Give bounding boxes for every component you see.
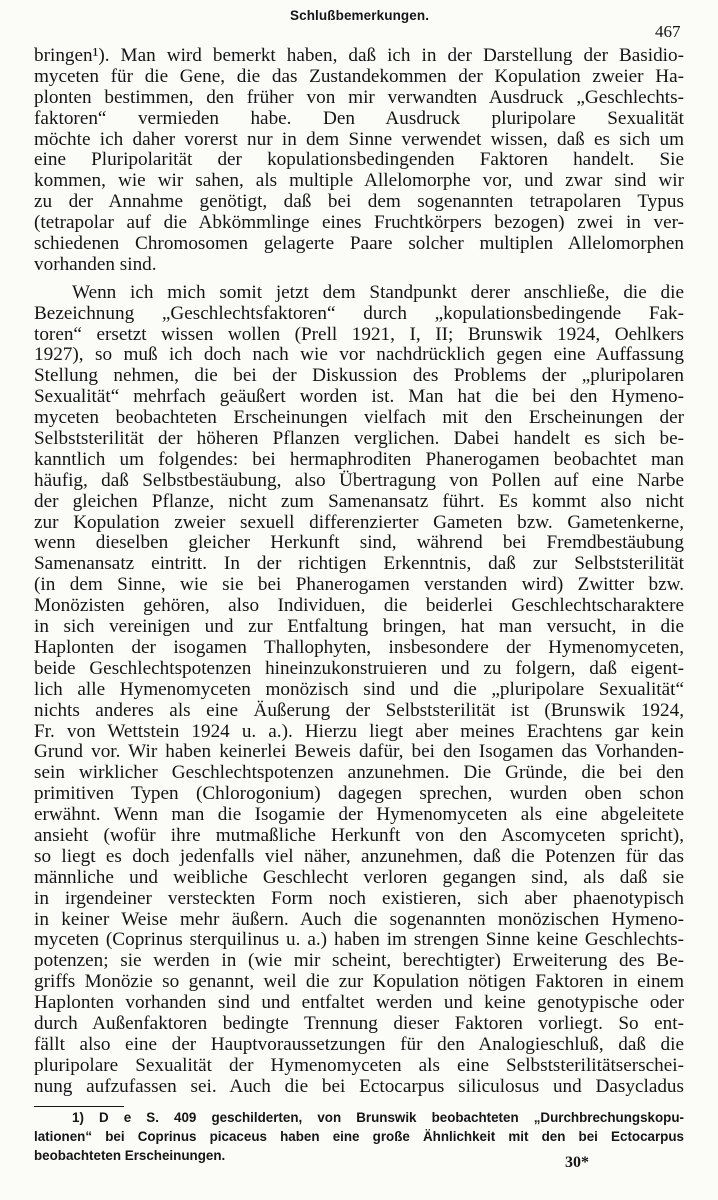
body-line: primitiven Typen (Chlorogonium) dagegen sprechen, wurden oben schon (34, 783, 684, 805)
body-line: Stellung nehmen, die bei der Diskussion des Problems der „pluripolaren (34, 365, 684, 387)
footnote-rule (34, 1106, 124, 1107)
body-line: zu der Annahme genötigt, daß bei dem sogenannten tetrapolaren Typus (34, 191, 684, 213)
body-line: bringen¹). Man wird bemerkt haben, daß ich in der Darstellung der Basidio- (34, 45, 684, 66)
running-head: Schlußbemerkungen. (290, 8, 430, 23)
body-line: (tetrapolar auf die Abkömmlinge eines Fruchtkörpers bezogen) zwei in ver- (34, 212, 684, 234)
body-line: Samenansatz eintritt. In der richtigen Erkenntnis, daß zur Selbststerilität (34, 553, 684, 575)
body-line: ansieht (wofür ihre mutmaßliche Herkunft von den Ascomyceten spricht), (34, 824, 684, 846)
body-line: potenzen; sie werden in (wie mir scheint, berechtigter) Erweiterung des Be- (34, 950, 684, 972)
body-line: Haplonten vorhanden sind und entfaltet werden und keine genotypische oder (34, 992, 684, 1014)
body-line: vorhanden sind. (34, 253, 157, 275)
body-line: Fr. von Wettstein 1924 u. a.). Hierzu liegt aber meines Erachtens gar kein (34, 720, 684, 742)
body-line: myceten (Coprinus sterquilinus u. a.) haben im strengen Sinne keine Geschlechts- (34, 929, 684, 951)
body-line: in sich vereinigen und zur Entfaltung bringen, hat man versucht, in die (34, 616, 684, 638)
footnote-line: 1) D e S. 409 geschilderten, von Brunswik beobachteten „Durchbrechungskopu- (72, 1110, 684, 1125)
body-line: nichts anderes als eine Äußerung der Selbststerilität ist (Brunswik 1924, (34, 699, 684, 721)
body-line: plonten bestimmen, den früher von mir verwandten Ausdruck „Geschlechts- (34, 86, 684, 108)
body-line: in keiner Weise mehr äußern. Auch die sogenannten monözischen Hymeno- (34, 908, 684, 930)
footnote-line: beobachteten Erscheinungen. (34, 1148, 226, 1163)
body-line: der gleichen Pflanze, nicht zum Samenansatz führt. Es kommt also nicht (34, 490, 684, 512)
body-line: fällt also eine der Hauptvoraussetzungen für den Analogieschluß, daß die (34, 1033, 684, 1055)
body-line: pluripolare Sexualität der Hymenomyceten als eine Selbststerilitätserschei- (34, 1054, 684, 1076)
body-line: myceten beobachteten Erscheinungen vielfach mit den Erscheinungen der (34, 407, 684, 429)
body-line: Monözisten gehören, also Individuen, die beiderlei Geschlechtscharaktere (34, 595, 684, 617)
body-line: myceten für die Gene, die das Zustandekommen der Kopulation zweier Ha- (34, 65, 684, 87)
body-line: kommen, wie wir sahen, als multiple Allelomorphe vor, und zwar sind wir (34, 170, 684, 192)
body-line: so liegt es doch jedenfalls viel näher, anzunehmen, daß die Potenzen für das (34, 845, 684, 867)
body-line: (in dem Sinne, wie sie bei Phanerogamen verstanden wird) Zwitter bzw. (34, 574, 684, 596)
body-line: erwähnt. Wenn man die Isogamie der Hymenomyceten als eine abgeleitete (34, 804, 684, 826)
body-line: Sexualität“ mehrfach geäußert worden ist. Man hat die bei den Hymeno- (34, 386, 684, 408)
body-line: schiedenen Chromosomen gelagerte Paare solcher multiplen Allelomorphen (34, 233, 684, 255)
body-line: nung aufzufassen sei. Auch die bei Ectocarpus siliculosus und Dasycladus (34, 1075, 684, 1097)
body-line: Grund vor. Wir haben keinerlei Beweis dafür, bei den Isogamen das Vorhanden- (34, 741, 684, 763)
body-text (34, 46, 684, 1098)
body-line: Selbststerilität der höheren Pflanzen verglichen. Dabei handelt es sich be- (34, 428, 684, 450)
body-line: häufig, daß Selbstbestäubung, also Übertragung von Pollen auf eine Narbe (34, 469, 684, 491)
body-line: beide Geschlechtspotenzen hineinzukonstruieren und zu folgern, daß eigent- (34, 657, 684, 679)
body-line: zur Kopulation zweier sexuell differenzierter Gameten bzw. Gametenkerne, (34, 511, 684, 533)
sheet-signature: 30* (565, 1154, 589, 1171)
body-line: kanntlich um folgendes: bei hermaphroditen Phanerogamen beobachtet man (34, 448, 684, 470)
body-line: toren“ ersetzt wissen wollen (Prell 1921, I, II; Brunswik 1924, Oehlkers (34, 323, 684, 345)
body-line: möchte ich daher vorerst nur in dem Sinne verwendet wissen, daß es sich um (34, 128, 684, 150)
body-line: sein wirklicher Geschlechtspotenzen anzunehmen. Die Gründe, die bei den (34, 762, 684, 784)
body-line: wenn dieselben gleicher Herkunft sind, während bei Fremdbestäubung (34, 532, 684, 554)
body-line: faktoren“ vermieden habe. Den Ausdruck pluripolare Sexualität (34, 107, 684, 129)
body-line: eine Pluripolarität der kopulationsbedingenden Faktoren handelt. Sie (34, 149, 684, 171)
body-line: griffs Monözie so genannt, weil die zur Kopulation nötigen Faktoren in einem (34, 971, 684, 993)
body-line: 1927), so muß ich doch nach wie vor nachdrücklich gegen eine Auffassung (34, 344, 684, 366)
body-line: Bezeichnung „Geschlechtsfaktoren“ durch „kopulationsbedingende Fak- (34, 302, 684, 324)
body-line: männliche und weibliche Geschlecht verloren gegangen sind, als daß sie (34, 866, 684, 888)
body-line: in irgendeiner versteckten Form noch existieren, sich aber phaenotypisch (34, 887, 684, 909)
body-line: Haplonten der isogamen Thallophyten, insbesondere der Hymenomyceten, (34, 636, 684, 658)
page-number: 467 (655, 22, 681, 41)
body-line: Wenn ich mich somit jetzt dem Standpunkt derer anschließe, die die (72, 281, 684, 303)
body-line: durch Außenfaktoren bedingte Trennung dieser Faktoren vorliegt. So ent- (34, 1012, 684, 1034)
body-line: lich alle Hymenomyceten monözisch sind und die „pluripolare Sexualität“ (34, 678, 684, 700)
footnote-line: lationen“ bei Coprinus picaceus haben eine große Ähnlichkeit mit den bei Ectocarpus (34, 1129, 684, 1144)
